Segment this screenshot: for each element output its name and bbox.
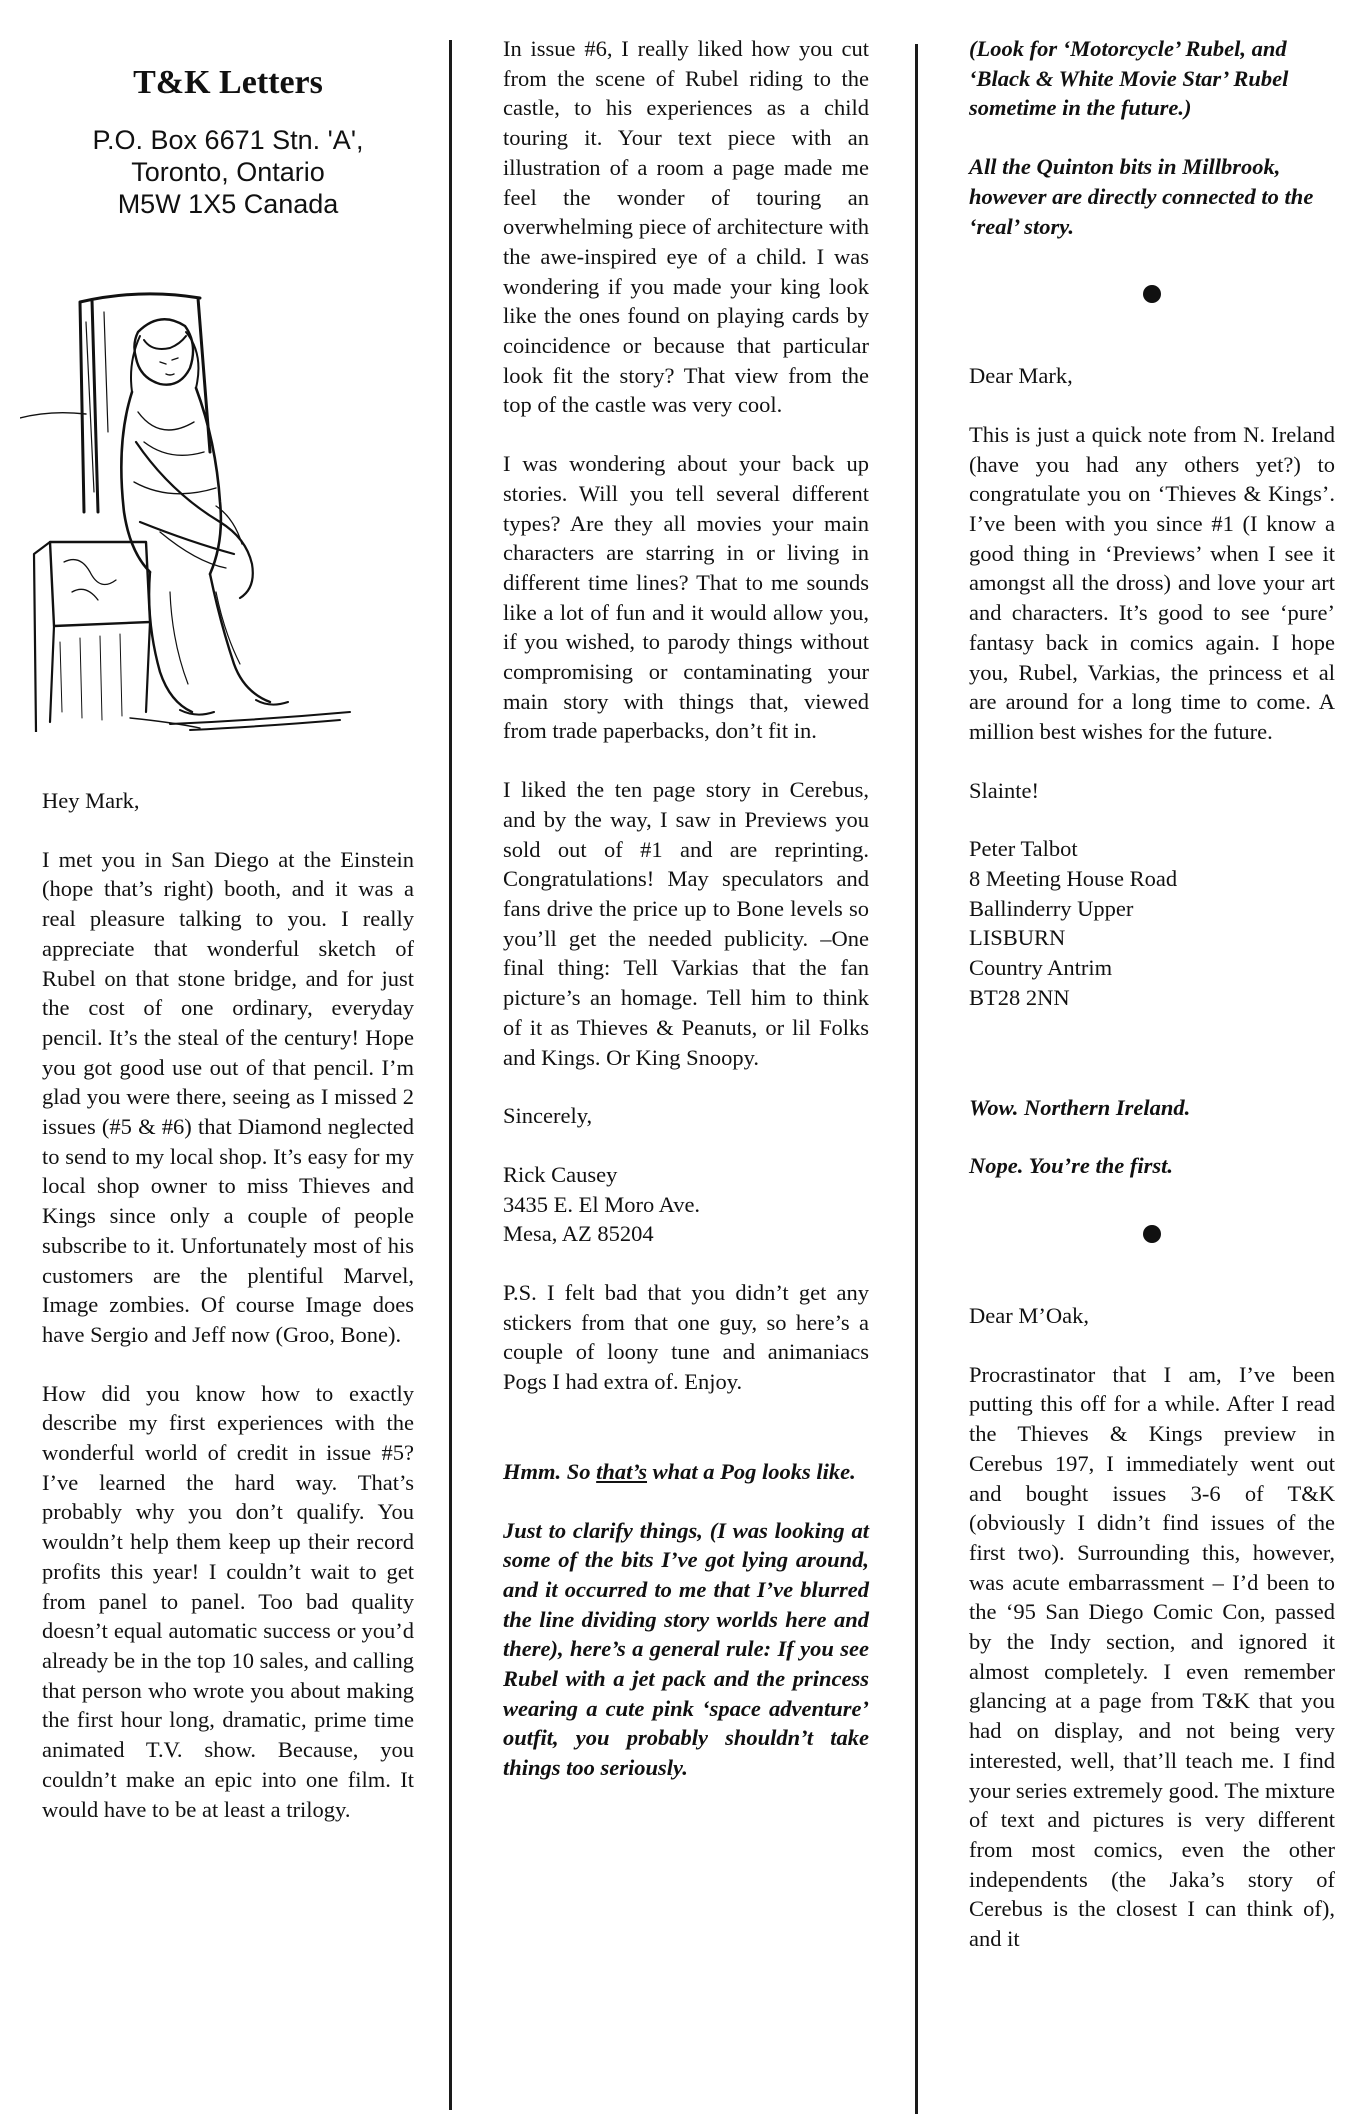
editor-reply: (Look for ‘Motorcycle’ Rubel, and ‘Black & White Movie Star’ Rubel sometime in the future.) bbox=[969, 36, 1289, 121]
letter-paragraph: In issue #6, I really liked how you cut from the scene of Rubel riding to the castle, to his experiences as a child touring it. Your text piece with an illustration of a room a page made me feel the wonder of touring an overwhelming piece of architecture with the awe-inspired eye of a child. I was wondering if you made your king look like the ones found on playing cards by coincidence or because that particular look fit the story? That view from the top of the castle was very cool. bbox=[503, 36, 869, 418]
reply-text: what a Pog looks like. bbox=[647, 1458, 856, 1484]
section-bullet bbox=[1143, 285, 1161, 303]
signature-line: Rick Causey bbox=[503, 1161, 618, 1187]
editor-reply: Wow. Northern Ireland. bbox=[969, 1094, 1191, 1120]
letter-salutation: Dear M’Oak, bbox=[969, 1302, 1089, 1328]
letter-paragraph: This is just a quick note from N. Ireland (have you had any others yet?) to congratulate you on ‘Thieves & Kings’. I’ve been with you since #1 (I know a good thing in ‘Previews’ when I see it amongst all the dross) and love your art and characters. It’s good to see ‘pure’ fantasy back in comics again. I hope you, Rubel, Varkias, the princess et al are around for a long time to come. A million best wishes for the future. bbox=[969, 421, 1335, 744]
letter-salutation: Dear Mark, bbox=[969, 363, 1073, 389]
reply-underlined-word: that’s bbox=[596, 1458, 648, 1484]
page-title: T&K Letters bbox=[133, 64, 323, 101]
column-left bbox=[42, 34, 414, 1853]
sketch-illustration bbox=[20, 292, 360, 732]
signature-line: 8 Meeting House Road bbox=[969, 866, 1178, 892]
address-line: Toronto, Ontario bbox=[131, 157, 325, 187]
letter-salutation: Hey Mark, bbox=[42, 788, 140, 813]
letter-paragraph: Procrastinator that I am, I’ve been putting this off for a while. After I read the Thieves & Kings preview in Cerebus 197, I immediately went out and bought issues 3-6 of T&K (obviously I didn’t find issues of the first two). Surrounding this, however, was acute embarrassment – I’d been to the ‘95 San Diego Comic Con, passed by the Indy section, and ignored it almost completely. I even remember glancing at a page from T&K that you had on display, and not being very interested, well, that’ll teach me. I find your series extremely good. The mixture of text and pictures is very different from most comics, even the other independents (the Jaka’s story of Cerebus is the closest I can think of), and it bbox=[969, 1361, 1335, 1952]
signature-line: Ballinderry Upper bbox=[969, 895, 1134, 921]
signature-line: BT28 2NN bbox=[969, 984, 1070, 1010]
letter-paragraph: I liked the ten page story in Cerebus, and by the way, I saw in Previews you sold out of #1 and are reprinting. Congratulations! May speculators and fans drive the price up to Bone levels so you’ll get the needed publicity. –One final thing: Tell Varkias that the fan picture’s an homage. Tell him to think of it as Thieves & Peanuts, or lil Folks and Kings. Or King Snoopy. bbox=[503, 777, 869, 1070]
letter-signature bbox=[503, 1160, 869, 1249]
letter-paragraph: How did you know how to exactly describe my first experiences with the wonderful world of credit in issue #5? I’ve learned the hard way. That’s probably why you don’t qualify. You wouldn’t help them keep up their record profits this year! I couldn’t wait to get from panel to panel. Too bad quality doesn’t equal automatic success or you’d already be in the top 10 sales, and calling that person who wrote you about making the first hour long, dramatic, prime time animated T.V. show. Because, you couldn’t make an epic into one film. It would have to be at least a trilogy. bbox=[42, 1380, 414, 1822]
address-line: M5W 1X5 Canada bbox=[117, 189, 339, 219]
letter-signature bbox=[969, 834, 1335, 1012]
column-right bbox=[969, 34, 1335, 1983]
column-divider bbox=[915, 44, 918, 2114]
reply-text: Hmm. So bbox=[503, 1458, 597, 1484]
editor-reply bbox=[503, 1457, 869, 1487]
section-bullet bbox=[1143, 1225, 1161, 1243]
address-line: P.O. Box 6671 Stn. 'A', bbox=[92, 125, 364, 155]
letter-postscript: P.S. I felt bad that you didn’t get any stickers from that one guy, so here’s a couple of loony tune and animaniacs Pogs I had extra of. Enjoy. bbox=[503, 1280, 869, 1395]
signature-line: 3435 E. El Moro Ave. bbox=[503, 1191, 701, 1217]
column-middle bbox=[503, 34, 869, 1812]
letter-closing: Sincerely, bbox=[503, 1103, 593, 1129]
signature-line: Mesa, AZ 85204 bbox=[503, 1221, 654, 1247]
signature-line: Country Antrim bbox=[969, 955, 1113, 981]
mailing-address bbox=[42, 124, 414, 220]
letter-closing: Slainte! bbox=[969, 777, 1039, 803]
signature-line: LISBURN bbox=[969, 925, 1066, 951]
editor-reply: Nope. You’re the first. bbox=[969, 1153, 1173, 1179]
signature-line: Peter Talbot bbox=[969, 836, 1078, 862]
editor-reply: All the Quinton bits in Millbrook, however are directly connected to the ‘real’ story. bbox=[969, 154, 1314, 239]
letter-paragraph: I met you in San Diego at the Einstein (hope that’s right) booth, and it was a real pleasure talking to you. I really appreciate that wonderful sketch of Rubel on that stone bridge, and for just the cost of one ordinary, everyday pencil. It’s the steal of the century! Hope you got good use out of that pencil. I’m glad you were there, seeing as I missed 2 issues (#5 & #6) that Diamond neglected to send to my local shop. It’s easy for my local shop owner to miss Thieves and Kings since only a couple of people subscribe to it. Unfortunately most of his customers are the plentiful Marvel, Image zombies. Of course Image does have Sergio and Jeff now (Groo, Bone). bbox=[42, 846, 414, 1347]
editor-reply: Just to clarify things, (I was looking at some of the bits I’ve got lying around, and it occurred to me that I’ve blurred the line dividing story worlds here and there), here’s a general rule: If you see Rubel with a jet pack and the princess wearing a cute pink ‘space adventure’ outfit, you probably shouldn’t take things too seriously. bbox=[503, 1517, 869, 1781]
column-divider bbox=[449, 40, 452, 2110]
letter-paragraph: I was wondering about your back up stories. Will you tell several different types? Are they all movies your main characters are starring in or living in different time lines? That to me sounds like a lot of fun and it would allow you, if you wished, to parody things without compromising or contaminating your main story with things that, viewed from trade paperbacks, don’t fit in. bbox=[503, 451, 869, 744]
